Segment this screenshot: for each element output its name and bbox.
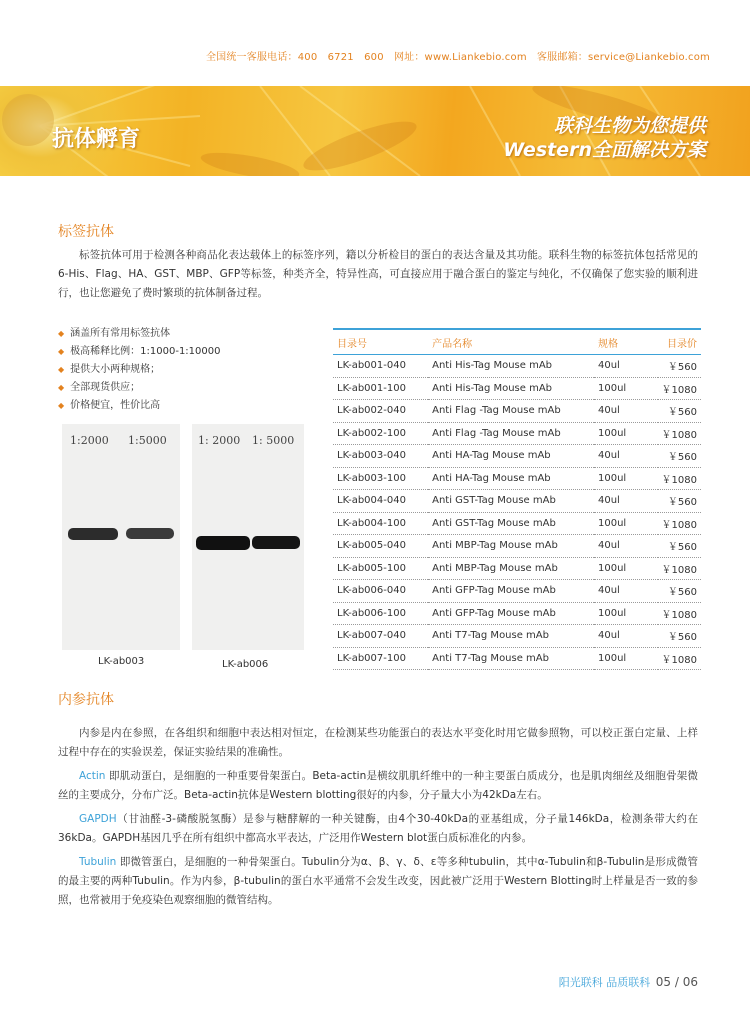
actin-paragraph: Actin 即肌动蛋白，是细胞的一种重要骨架蛋白。Beta-actin是横纹肌肌纤维中的一种主要蛋白质成分，也是肌肉细丝及细胞骨架微丝的主要成分，分布广泛。Beta-actin抗体是Western blotting很好的内参，分子量大小为42kDa左右。 bbox=[58, 770, 698, 801]
product-name-cell: Anti MBP-Tag Mouse mAb bbox=[428, 535, 594, 558]
dilution-label: 1:5000 bbox=[128, 434, 167, 447]
protein-band bbox=[252, 536, 300, 549]
column-header: 目录号 bbox=[333, 329, 428, 355]
table-body bbox=[333, 355, 701, 670]
blot-caption: LK-ab006 bbox=[222, 659, 269, 670]
size-cell: 40ul bbox=[594, 355, 658, 378]
protein-band bbox=[126, 528, 174, 539]
table-row bbox=[333, 400, 701, 423]
table-row bbox=[333, 422, 701, 445]
tubulin-term: Tubulin bbox=[79, 856, 117, 868]
table-row bbox=[333, 467, 701, 490]
catalog-number-cell: LK-ab006-100 bbox=[333, 602, 428, 625]
blot-caption: LK-ab003 bbox=[98, 656, 145, 667]
product-name-cell: Anti GST-Tag Mouse mAb bbox=[428, 490, 594, 513]
column-header: 规格 bbox=[594, 329, 658, 355]
table-row bbox=[333, 377, 701, 400]
table-row bbox=[333, 512, 701, 535]
size-cell: 100ul bbox=[594, 647, 658, 670]
product-name-cell: Anti His-Tag Mouse mAb bbox=[428, 355, 594, 378]
size-cell: 40ul bbox=[594, 580, 658, 603]
size-cell: 100ul bbox=[594, 377, 658, 400]
price-cell: ￥560 bbox=[658, 625, 701, 648]
column-header: 目录价 bbox=[658, 329, 701, 355]
product-name-cell: Anti GFP-Tag Mouse mAb bbox=[428, 580, 594, 603]
sunflower-banner bbox=[0, 86, 750, 176]
price-cell: ￥560 bbox=[658, 535, 701, 558]
feature-list bbox=[58, 325, 221, 415]
price-cell: ￥560 bbox=[658, 580, 701, 603]
dilution-label: 1: 5000 bbox=[252, 434, 295, 447]
gapdh-term: GAPDH bbox=[79, 813, 117, 825]
feature-item: ◆ 涵盖所有常用标签抗体 bbox=[58, 325, 221, 343]
product-name-cell: Anti GFP-Tag Mouse mAb bbox=[428, 602, 594, 625]
table-row bbox=[333, 355, 701, 378]
section-title-internal-reference: 内参抗体 bbox=[58, 692, 114, 708]
table-row bbox=[333, 490, 701, 513]
tag-antibody-intro: 标签抗体可用于检测各种商品化表达载体上的标签序列，籍以分析检目的蛋白的表达含量及其功能。联科生物的标签抗体包括常见的6-His、Flag、HA、GST、MBP、GFP等标签，种类齐全，特异性高，可直接应用于融合蛋白的鉴定与纯化，不仅确保了您实验的顺利进行，也让您避免了费时繁琐的抗体制备过程。 bbox=[58, 249, 698, 299]
size-cell: 100ul bbox=[594, 602, 658, 625]
size-cell: 100ul bbox=[594, 557, 658, 580]
product-name-cell: Anti HA-Tag Mouse mAb bbox=[428, 445, 594, 468]
catalog-number-cell: LK-ab003-040 bbox=[333, 445, 428, 468]
product-name-cell: Anti His-Tag Mouse mAb bbox=[428, 377, 594, 400]
banner-slogan-line1: 联科生物为您提供 bbox=[553, 115, 706, 137]
feature-item: ◆ 极高稀释比例：1:1000-1:10000 bbox=[58, 343, 221, 361]
product-price-table bbox=[333, 328, 701, 670]
footer-slogan: 阳光联科 品质联科 bbox=[558, 976, 651, 989]
feature-item: ◆ 提供大小两种规格； bbox=[58, 361, 221, 379]
price-cell: ￥1080 bbox=[658, 647, 701, 670]
size-cell: 40ul bbox=[594, 490, 658, 513]
bullet-icon: ◆ bbox=[58, 329, 65, 338]
size-cell: 100ul bbox=[594, 422, 658, 445]
size-cell: 40ul bbox=[594, 535, 658, 558]
contact-hotline: 全国统一客服电话：400 6721 600 网址：www.Liankebio.com 客服邮箱：service@Liankebio.com bbox=[205, 52, 710, 63]
protein-band bbox=[196, 536, 250, 550]
price-cell: ￥560 bbox=[658, 400, 701, 423]
page-number: 05 / 06 bbox=[655, 975, 698, 989]
bullet-icon: ◆ bbox=[58, 401, 65, 410]
table-row bbox=[333, 580, 701, 603]
price-cell: ￥1080 bbox=[658, 512, 701, 535]
product-name-cell: Anti HA-Tag Mouse mAb bbox=[428, 467, 594, 490]
price-cell: ￥560 bbox=[658, 490, 701, 513]
product-name-cell: Anti T7-Tag Mouse mAb bbox=[428, 647, 594, 670]
catalog-number-cell: LK-ab006-040 bbox=[333, 580, 428, 603]
bullet-icon: ◆ bbox=[58, 365, 65, 374]
dilution-label: 1:2000 bbox=[70, 434, 109, 447]
banner-slogan-line2: Western全面解决方案 bbox=[503, 139, 706, 161]
catalog-number-cell: LK-ab001-040 bbox=[333, 355, 428, 378]
price-cell: ￥1080 bbox=[658, 467, 701, 490]
catalog-number-cell: LK-ab003-100 bbox=[333, 467, 428, 490]
dilution-label: 1: 2000 bbox=[198, 434, 241, 447]
page-footer bbox=[559, 974, 698, 990]
protein-band bbox=[68, 528, 118, 540]
catalog-number-cell: LK-ab002-100 bbox=[333, 422, 428, 445]
table-row bbox=[333, 625, 701, 648]
catalog-number-cell: LK-ab005-100 bbox=[333, 557, 428, 580]
product-name-cell: Anti GST-Tag Mouse mAb bbox=[428, 512, 594, 535]
gapdh-paragraph: GAPDH（甘油醛-3-磷酸脱氢酶）是参与糖酵解的一种关键酶，由4个30-40kDa的亚基组成，分子量146kDa，检测条带大约在36kDa。GAPDH基因几乎在所有组织中都高水平表达，广泛用作Western blot蛋白质标准化的内参。 bbox=[58, 813, 698, 844]
size-cell: 40ul bbox=[594, 400, 658, 423]
product-name-cell: Anti MBP-Tag Mouse mAb bbox=[428, 557, 594, 580]
western-blot-image-lk-ab006 bbox=[192, 424, 304, 650]
catalog-number-cell: LK-ab002-040 bbox=[333, 400, 428, 423]
feature-item: ◆ 全部现货供应； bbox=[58, 379, 221, 397]
price-cell: ￥1080 bbox=[658, 602, 701, 625]
price-cell: ￥560 bbox=[658, 445, 701, 468]
catalog-number-cell: LK-ab001-100 bbox=[333, 377, 428, 400]
actin-term: Actin bbox=[79, 770, 106, 782]
price-cell: ￥560 bbox=[658, 355, 701, 378]
banner-title: 抗体孵育 bbox=[52, 127, 141, 152]
size-cell: 100ul bbox=[594, 512, 658, 535]
table-row bbox=[333, 647, 701, 670]
table-row bbox=[333, 602, 701, 625]
size-cell: 40ul bbox=[594, 445, 658, 468]
price-cell: ￥1080 bbox=[658, 422, 701, 445]
price-cell: ￥1080 bbox=[658, 557, 701, 580]
table-row bbox=[333, 445, 701, 468]
table-header-row bbox=[333, 329, 701, 355]
column-header: 产品名称 bbox=[428, 329, 594, 355]
product-name-cell: Anti T7-Tag Mouse mAb bbox=[428, 625, 594, 648]
section-title-tag-antibody: 标签抗体 bbox=[58, 224, 114, 240]
catalog-number-cell: LK-ab004-040 bbox=[333, 490, 428, 513]
table-row bbox=[333, 535, 701, 558]
banner-slogan bbox=[503, 114, 706, 162]
internal-reference-intro: 内参是内在参照，在各组织和细胞中表达相对恒定，在检测某些功能蛋白的表达水平变化时用它做参照物，可以校正蛋白定量、上样过程中存在的实验误差，保证实验结果的准确性。 bbox=[58, 727, 698, 758]
table-row bbox=[333, 557, 701, 580]
catalog-number-cell: LK-ab005-040 bbox=[333, 535, 428, 558]
bullet-icon: ◆ bbox=[58, 383, 65, 392]
product-name-cell: Anti Flag -Tag Mouse mAb bbox=[428, 422, 594, 445]
catalog-number-cell: LK-ab007-040 bbox=[333, 625, 428, 648]
catalog-number-cell: LK-ab004-100 bbox=[333, 512, 428, 535]
size-cell: 40ul bbox=[594, 625, 658, 648]
price-cell: ￥1080 bbox=[658, 377, 701, 400]
bullet-icon: ◆ bbox=[58, 347, 65, 356]
product-name-cell: Anti Flag -Tag Mouse mAb bbox=[428, 400, 594, 423]
feature-item: ◆ 价格便宜，性价比高 bbox=[58, 397, 221, 415]
catalog-number-cell: LK-ab007-100 bbox=[333, 647, 428, 670]
size-cell: 100ul bbox=[594, 467, 658, 490]
tubulin-paragraph: Tubulin 即微管蛋白，是细胞的一种骨架蛋白。Tubulin分为α、β、γ、δ、ε等多种tubulin，其中α-Tubulin和β-Tubulin是形成微管的最主要的两种Tubulin。作为内参，β-tubulin的蛋白水平通常不会发生改变，因此被广泛用于Western Blotting时上样量是否一致的参照，也常被用于免疫染色观察细胞的微管结构。 bbox=[58, 856, 698, 906]
western-blot-image-lk-ab003 bbox=[62, 424, 180, 650]
